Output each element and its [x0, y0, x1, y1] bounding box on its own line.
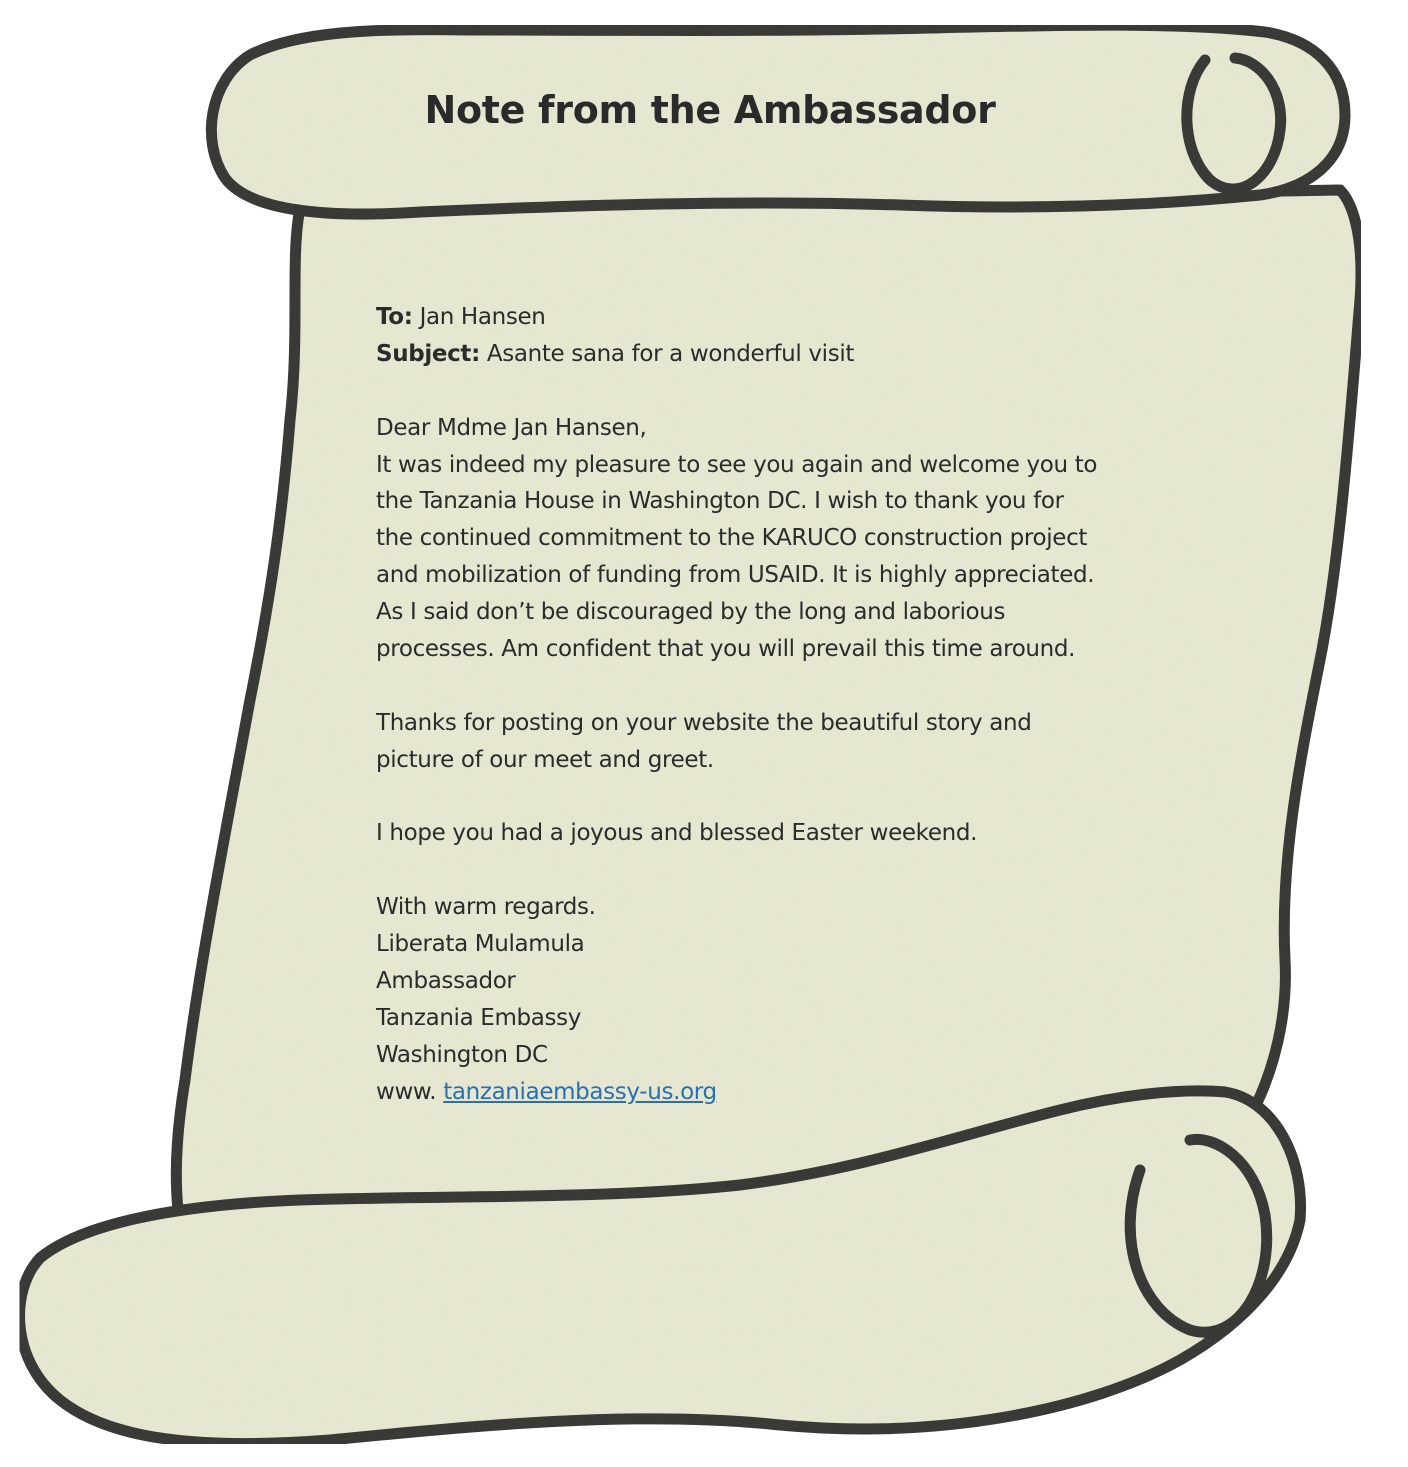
signature-role: Ambassador	[376, 968, 516, 995]
paragraph-1-line: It was indeed my pleasure to see you again and welcome you to	[376, 451, 1098, 478]
paragraph-1-line: processes. Am confident that you will prevail this time around.	[376, 636, 1076, 663]
paragraph-1-line: and mobilization of funding from USAID. It is highly appreciated.	[376, 562, 1095, 589]
spacer	[376, 852, 1216, 889]
paragraph-1-line: the continued commitment to the KARUCO construction project	[376, 525, 1088, 552]
spacer	[376, 668, 1216, 705]
spacer	[376, 779, 1216, 816]
scroll-bottom-curl	[1130, 1139, 1267, 1332]
salutation: Dear Mdme Jan Hansen,	[376, 414, 647, 441]
subject-label: Subject:	[376, 340, 480, 367]
paragraph-2-line: Thanks for posting on your website the beautiful story and	[376, 709, 1032, 736]
paragraph-3: I hope you had a joyous and blessed Easter weekend.	[376, 820, 978, 847]
page-title: Note from the Ambassador	[424, 88, 996, 132]
to-label: To:	[376, 304, 413, 330]
closing: With warm regards.	[376, 894, 596, 921]
signature-name: Liberata Mulamula	[376, 931, 585, 958]
spacer	[376, 373, 1216, 410]
signature-website	[376, 1074, 1216, 1111]
signature-organization: Tanzania Embassy	[376, 1004, 582, 1031]
paragraph-1-line: As I said don’t be discouraged by the long and laborious	[376, 599, 1006, 626]
subject-value: Asante sana for a wonderful visit	[486, 340, 855, 367]
website-link[interactable]: tanzaniaembassy-us.org	[443, 1078, 717, 1105]
website-prefix: www.	[376, 1078, 437, 1105]
paragraph-1-line: the Tanzania House in Washington DC. I wish to thank you for	[376, 488, 1064, 515]
scroll-top-curl	[1187, 58, 1281, 189]
to-value: Jan Hansen	[419, 304, 546, 330]
signature-city: Washington DC	[376, 1041, 548, 1068]
paragraph-2-line: picture of our meet and greet.	[376, 746, 714, 773]
to-line	[376, 299, 1216, 336]
letter-body	[376, 299, 1216, 1111]
subject-line	[376, 336, 1216, 373]
